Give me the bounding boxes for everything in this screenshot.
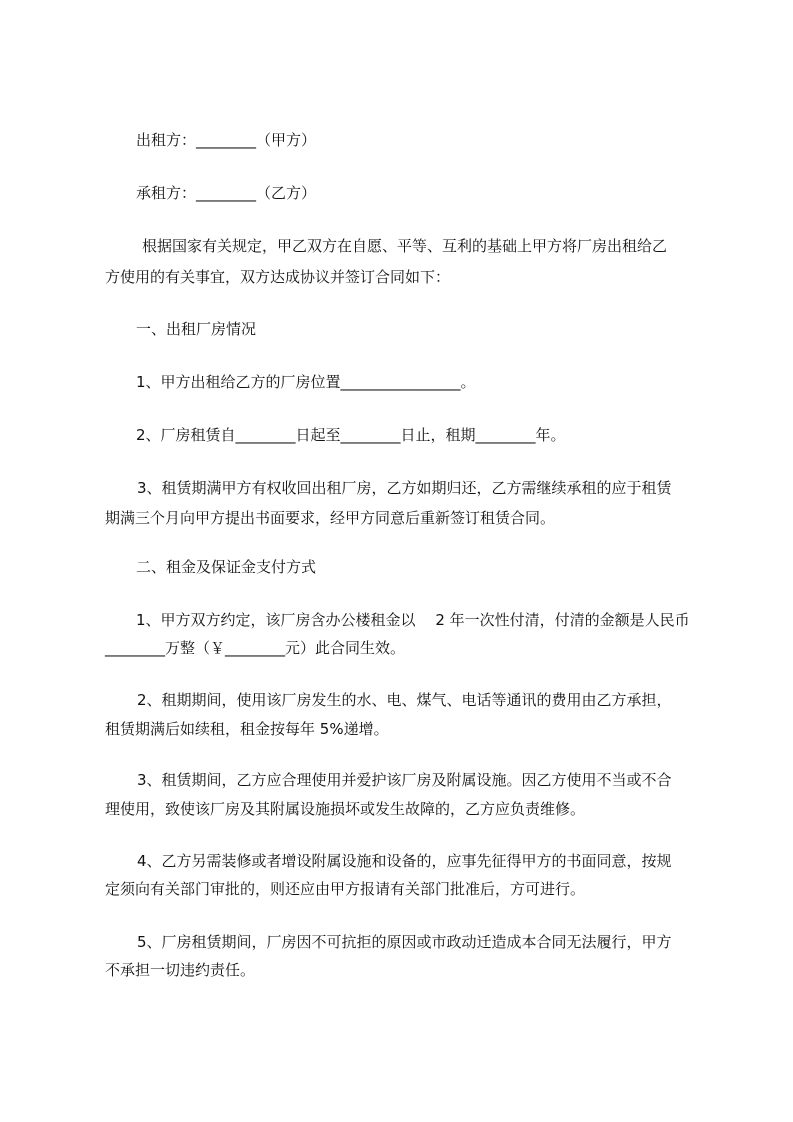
lessor-line: 出租方：________（甲方） (136, 131, 317, 149)
intro-line-1: 根据国家有关规定，甲乙双方在自愿、平等、互利的基础上甲方将厂房出租给乙 (142, 237, 668, 255)
section-2-item-2-line-2: 租赁期满后如续租，租金按每年 5%递增。 (105, 720, 389, 738)
section-2-item-1-line-2: ________万整（￥________元）此合同生效。 (105, 639, 406, 657)
section-1-item-1: 1、甲方出租给乙方的厂房位置________________。 (136, 373, 476, 391)
section-1-item-2: 2、厂房租赁自________日起至________日止，租期________年。 (136, 426, 566, 444)
section-2-item-3-line-2: 理使用，致使该厂房及其附属设施损坏或发生故障的，乙方应负责维修。 (105, 800, 586, 818)
intro-line-2: 方使用的有关事宜，双方达成协议并签订合同如下： (105, 268, 451, 286)
section-2-item-2-line-1: 2、租期期间，使用该厂房发生的水、电、煤气、电话等通讯的费用由乙方承担， (137, 691, 672, 709)
lessee-line: 承租方：________（乙方） (136, 184, 317, 202)
section-2-item-5-line-2: 不承担一切违约责任。 (105, 961, 256, 979)
section-1-heading: 一、出租厂房情况 (136, 320, 257, 338)
section-2-item-4-line-1: 4、乙方另需装修或者增设附属设施和设备的，应事先征得甲方的书面同意，按规 (137, 852, 672, 870)
section-2-item-5-line-1: 5、厂房租赁期间，厂房因不可抗拒的原因或市政动迁造成本合同无法履行，甲方 (137, 933, 672, 951)
section-2-item-1-line-1: 1、甲方双方约定，该厂房含办公楼租金以 2 年一次性付清，付清的金额是人民币 (136, 611, 690, 629)
section-2-heading: 二、租金及保证金支付方式 (136, 558, 317, 576)
section-1-item-3-line-1: 3、租赁期满甲方有权收回出租厂房，乙方如期归还，乙方需继续承租的应于租赁 (137, 479, 672, 497)
section-1-item-3-line-2: 期满三个月向甲方提出书面要求，经甲方同意后重新签订租赁合同。 (105, 509, 556, 527)
section-2-item-4-line-2: 定须向有关部门审批的，则还应由甲方报请有关部门批准后，方可进行。 (105, 880, 586, 898)
section-2-item-3-line-1: 3、租赁期间，乙方应合理使用并爱护该厂房及附属设施。因乙方使用不当或不合 (137, 771, 672, 789)
